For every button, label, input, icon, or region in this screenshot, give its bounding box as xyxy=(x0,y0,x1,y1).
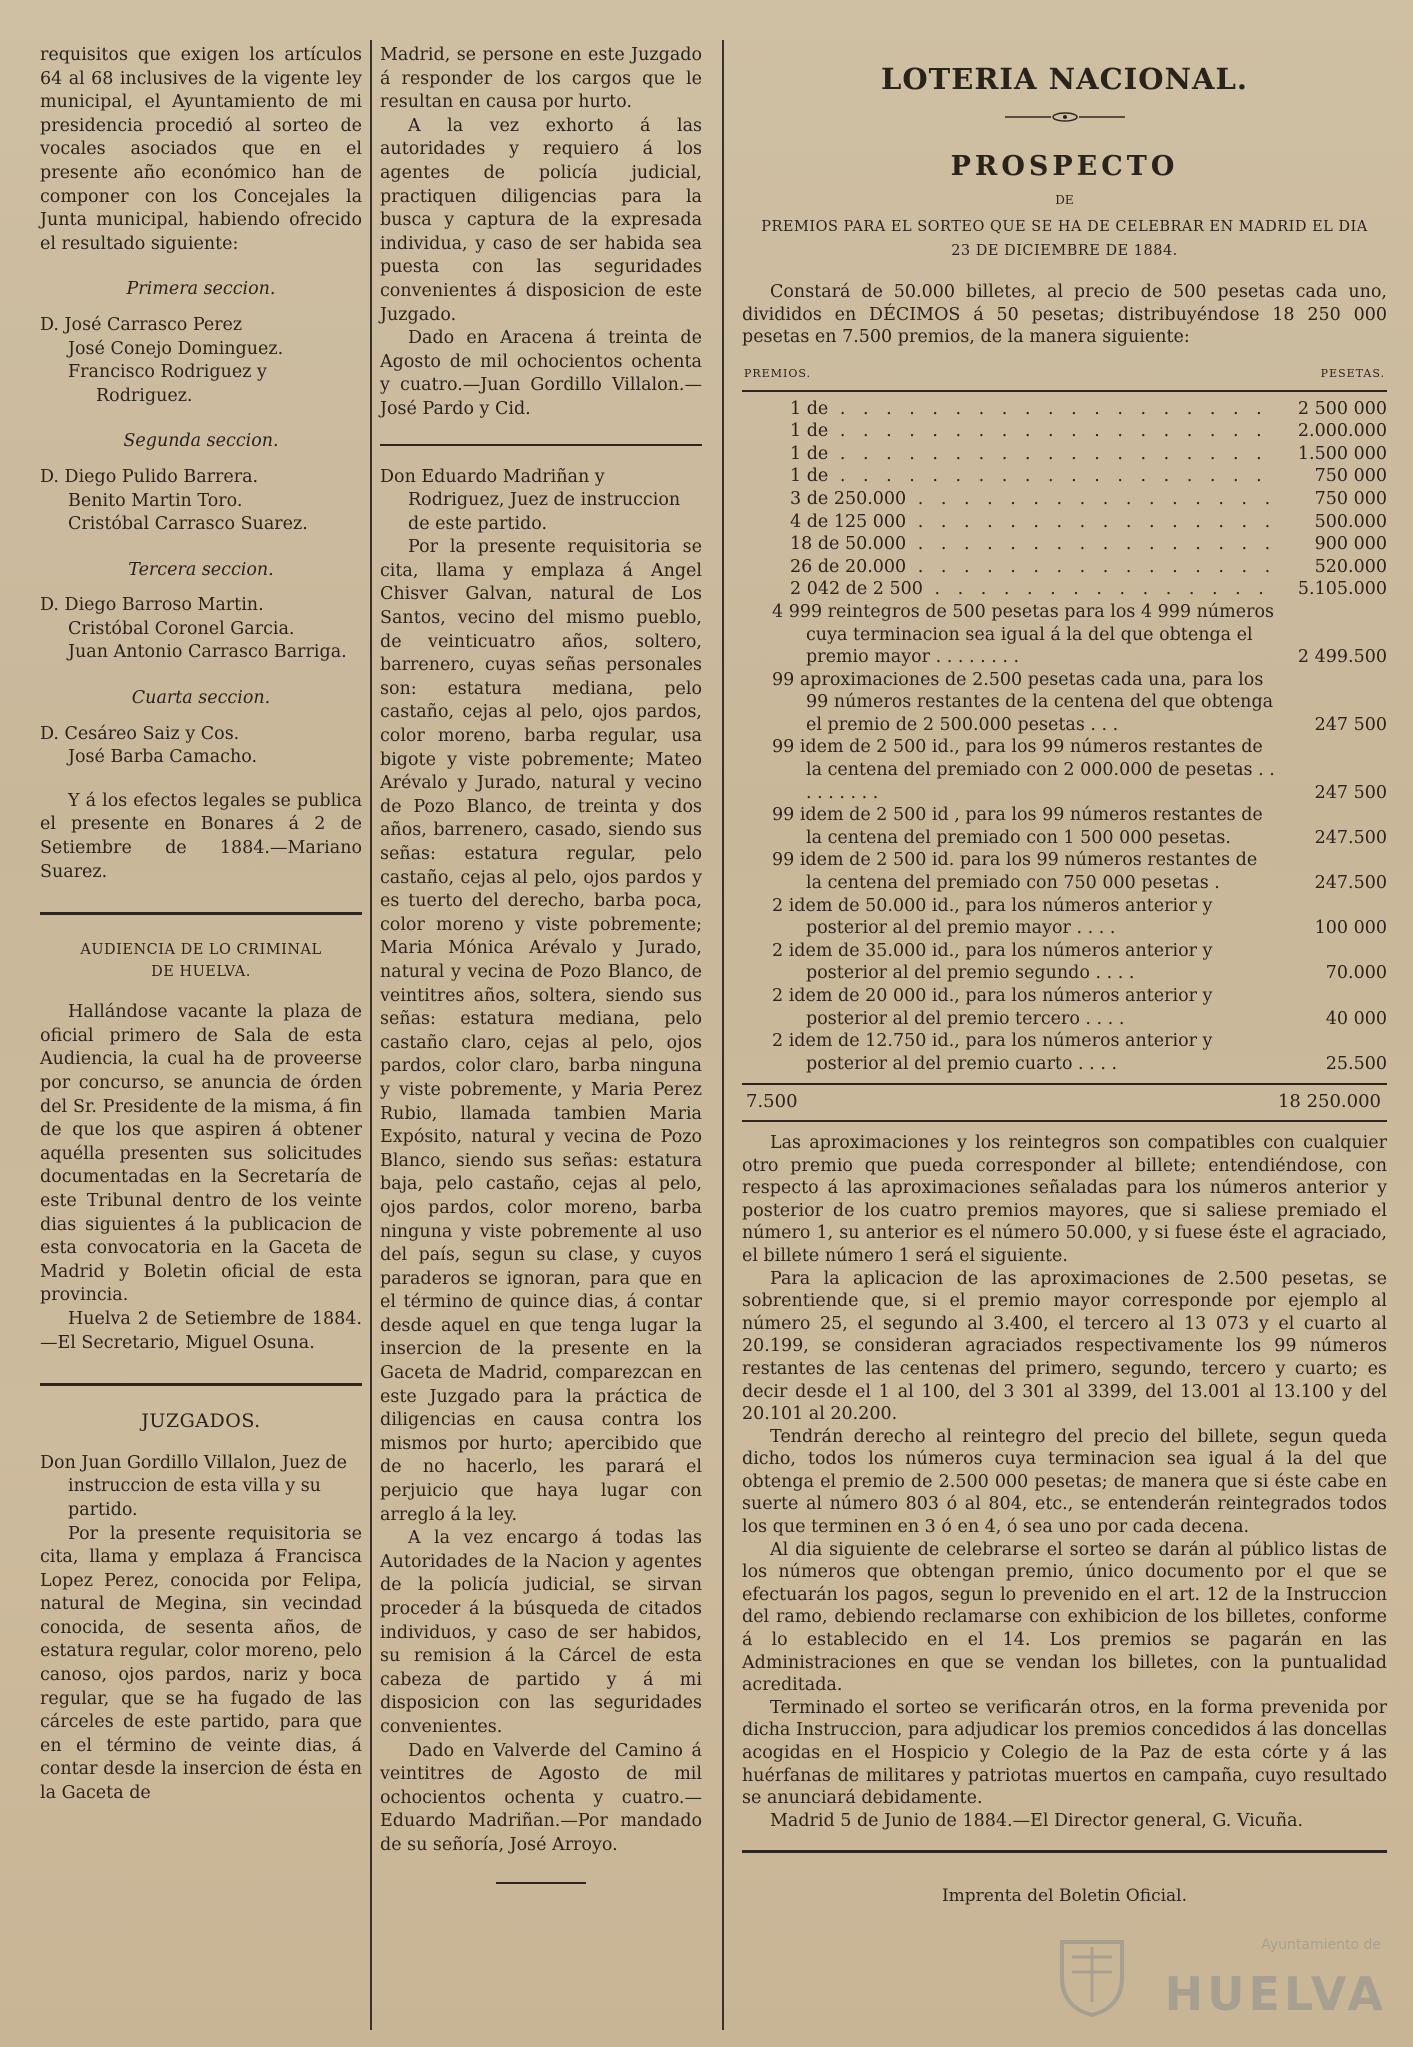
prize-value: 2 500 000 xyxy=(1297,398,1387,419)
prize-label: 2 idem de 20 000 id., para los números anterior y posterior al del premio tercero . . . . xyxy=(772,986,1213,1029)
gordillo-continuation: Madrid, se persone en este Juzgado á responder de los cargos que le resultan en causa por hurto. xyxy=(380,45,702,113)
table-rule xyxy=(742,1120,1387,1122)
madrinan-heading: Don Eduardo Madriñan y Rodriguez, Juez de instruccion de este partido. xyxy=(380,466,681,534)
sorteo-subtitle xyxy=(742,215,1387,263)
madrinan-dado: Dado en Valverde del Camino á veintitres de Agosto de mil ochocientos ochenta y cuatro.—Eduardo Madriñan.—Por mandado de su señoría, José Arroyo. xyxy=(380,1740,702,1855)
prize-row xyxy=(742,736,1387,804)
prize-row xyxy=(742,601,1387,669)
gordillo-heading: Don Juan Gordillo Villalon, Juez de instruccion de esta villa y su partido. xyxy=(40,1452,347,1520)
name: Benito Martin Toro. xyxy=(68,490,243,511)
prize-label: 1 de . . xyxy=(742,420,1275,443)
prize-value: 750 000 xyxy=(1314,488,1387,509)
prize-row xyxy=(742,985,1387,1030)
prize-value: 247.500 xyxy=(1314,827,1387,848)
prize-row xyxy=(742,578,1387,601)
note-aproximaciones: Las aproximaciones y los reintegros son compatibles con cualquier otro premio que pueda corresponder al billete; entendiéndose, con respecto á las aproximaciones señaladas para los números anterior y posterior de los cuatro premios mayores, que si saliese premiado el número 1, su anterior es el número 50.000, y si fuese éste el agraciado, el billete número 1 será el siguiente. xyxy=(742,1132,1387,1266)
name: Cristóbal Coronel Garcia. xyxy=(68,618,295,639)
prize-value: 25.500 xyxy=(1325,1053,1387,1074)
prize-label: 99 aproximaciones de 2.500 pesetas cada una, para los 99 números restantes de la centena del que obtenga el premio de 2 500.000 pesetas . . . xyxy=(772,669,1274,735)
prize-value: 520.000 xyxy=(1314,556,1387,577)
prize-row xyxy=(742,804,1387,849)
prize-value: 247 500 xyxy=(1314,714,1387,735)
prize-label: 1 de . . xyxy=(742,398,1275,421)
prize-row xyxy=(742,895,1387,940)
prize-row xyxy=(742,940,1387,985)
prize-value: 500.000 xyxy=(1314,511,1387,532)
prize-label: 2 idem de 35.000 id., para los números anterior y posterior al del premio segundo . . . . xyxy=(772,940,1213,984)
watermark-small-text: Ayuntamiento de xyxy=(1261,1937,1381,1953)
audiencia-paragraph: Hallándose vacante la plaza de oficial primero de Sala de esta Audiencia, la cual ha de proveerse por concurso, se anuncia de órden del Sr. Presidente de la misma, á fin de que los que aspiren á obtener aquélla presenten sus solicitudes documentadas en la Secretaría de este Tribunal dentro de los veinte dias siguientes á la publicacion de esta convocatoria en la Gaceta de Madrid y Boletin oficial de esta provincia. xyxy=(40,1002,362,1306)
bonares-intro: requisitos que exigen los artículos 64 al 68 inclusives de la vigente ley municipal, el Ayuntamiento de mi presidencia procedió al sorteo de vocales asociados que en el presente año económico han de componer con los Concejales la Junta municipal, habiendo ofrecido el resultado siguiente: xyxy=(40,45,362,254)
note-aplicacion: Para la aplicacion de las aproximaciones de 2.500 pesetas, se sobrentiende que, si el premio mayor corresponde por ejemplo al número 25, el segundo al 3.400, el tercero al 13 073 y el cuarto al 20.199, se consideran agraciados respectivamente los 99 números restantes de las centenas del primero, segundo, tercero y cuarto; es decir desde el 1 al 100, del 3 301 al 3399, del 13.001 al 13.100 y del 20.101 al 20.200. xyxy=(742,1268,1387,1425)
prize-label: 1 de . . xyxy=(742,465,1275,488)
de-label: DE xyxy=(1055,192,1074,207)
prize-totals xyxy=(742,1091,1387,1114)
audiencia-signature: Huelva 2 de Setiembre de 1884.—El Secretario, Miguel Osuna. xyxy=(40,1308,362,1353)
audiencia-heading-line2: DE HUELVA. xyxy=(151,964,251,981)
column-rule-1 xyxy=(370,40,372,2030)
name: D. Cesáreo Saiz y Cos. xyxy=(40,723,240,744)
prize-row xyxy=(742,556,1387,579)
loteria-notes xyxy=(742,1132,1387,1832)
prize-row xyxy=(742,465,1387,488)
prize-value: 900 000 xyxy=(1314,534,1387,555)
section-names-4 xyxy=(40,723,362,770)
audiencia-heading xyxy=(40,939,362,983)
section-title-2: Segunda seccion. xyxy=(123,431,279,452)
column-1 xyxy=(40,44,362,1806)
name: Cristóbal Carrasco Suarez. xyxy=(68,514,308,535)
gordillo-dado: Dado en Aracena á treinta de Agosto de mil ochocientos ochenta y cuatro.—Juan Gordillo Villalon.—José Pardo y Cid. xyxy=(380,328,702,419)
prize-row xyxy=(742,443,1387,466)
prize-value: 100 000 xyxy=(1314,918,1387,939)
note-listas: Al dia siguiente de celebrarse el sorteo se darán al público listas de los números que obtengan premio, único documento por el que se efectuarán los pagos, segun lo prevenido en el art. 12 de la Instruccion del ramo, debiendo reclamarse con exhibicion de los billetes, conforme á lo establecido en el 14. Los premios se pagarán en las Administraciones en que se vendan los billetes, con la puntualidad acreditada. xyxy=(742,1539,1387,1696)
prize-label: 2 idem de 12.750 id., para los números anterior y posterior al del premio cuarto . . . . xyxy=(772,1031,1213,1074)
prize-row xyxy=(742,669,1387,737)
prize-label: 18 de 50.000 . . xyxy=(742,533,1275,556)
name: D. José Carrasco Perez xyxy=(40,314,243,335)
prize-row xyxy=(742,1030,1387,1075)
table-rule xyxy=(742,1083,1387,1085)
gordillo-exhorto: A la vez exhorto á las autoridades y requiero á los agentes de policía judicial, practiquen diligencias para la busca y captura de la expresada individua, y caso de ser habida sea puesta con las seguridades convenientes á disposicion de este Juzgado. xyxy=(380,115,702,325)
prize-label: 1 de . . xyxy=(742,443,1275,466)
loteria-title: LOTERIA NACIONAL. xyxy=(880,62,1248,96)
column-2 xyxy=(380,44,702,1884)
prize-value: 2.000.000 xyxy=(1297,421,1387,442)
note-reintegro: Tendrán derecho al reintegro del precio del billete, segun queda dicho, todos los números cuya terminacion sea igual á la del que obtenga el premio de 2.500 000 pesetas; de manera que si éste cabe en suerte al número 803 ó al 804, etc., se entenderán reintegrados todos los que terminen en 3 ó en 4, ó sea uno por cada decena. xyxy=(742,1426,1387,1538)
prize-table xyxy=(742,398,1387,1076)
archive-watermark xyxy=(1057,1931,1387,2021)
prize-value: 5.105.000 xyxy=(1297,579,1387,600)
prize-value: 2 499.500 xyxy=(1297,647,1387,668)
watermark-word: HUELVA xyxy=(1164,1967,1387,2021)
sorteo-subtitle-line2: 23 DE DICIEMBRE DE 1884. xyxy=(951,243,1178,260)
ornament xyxy=(742,106,1387,129)
prize-value: 247.500 xyxy=(1314,873,1387,894)
bonares-closing: Y á los efectos legales se publica el presente en Bonares á 2 de Setiembre de 1884.—Mariano Suarez. xyxy=(40,790,362,882)
section-title-4: Cuarta seccion. xyxy=(131,688,271,709)
prize-label: 99 idem de 2 500 id , para los 99 números restantes de la centena del premiado con 1 500 000 pesetas. xyxy=(772,805,1263,848)
name: José Conejo Dominguez. xyxy=(68,338,284,359)
juzgados-heading: JUZGADOS. xyxy=(141,1410,261,1433)
prize-row xyxy=(742,398,1387,421)
prize-label: 99 idem de 2 500 id., para los 99 números restantes de la centena del premiado con 2 000.000 de pesetas . . . . . . . . . xyxy=(772,737,1275,803)
prize-row xyxy=(742,849,1387,894)
prize-value: 40 000 xyxy=(1325,1008,1387,1029)
column-rule-2 xyxy=(722,40,724,2030)
section-names-2 xyxy=(40,466,362,537)
section-title-3: Tercera seccion. xyxy=(128,559,274,580)
total-value: 18 250.000 xyxy=(1277,1091,1381,1113)
prize-value: 247 500 xyxy=(1314,782,1387,803)
column-3-loteria xyxy=(742,44,1387,1908)
name: D. Diego Barroso Martin. xyxy=(40,595,264,616)
name: D. Diego Pulido Barrera. xyxy=(40,466,259,487)
loteria-intro: Constará de 50.000 billetes, al precio de 500 pesetas cada uno, divididos en DÉCIMOS á 50 pesetas; distribuyéndose 18 250 000 pesetas en 7.500 premios, de la manera siguiente: xyxy=(742,282,1387,348)
short-divider xyxy=(496,1882,586,1884)
coat-of-arms-icon xyxy=(1057,1937,1127,2017)
prize-label: 26 de 20.000 . . xyxy=(742,556,1275,579)
prize-row xyxy=(742,511,1387,534)
section-names-1 xyxy=(40,314,362,408)
divider xyxy=(380,444,702,446)
prize-label: 3 de 250.000 . . xyxy=(742,488,1275,511)
audiencia-heading-line1: AUDIENCIA DE LO CRIMINAL xyxy=(80,942,322,959)
name: Juan Antonio Carrasco Barriga. xyxy=(68,642,347,663)
note-doncellas: Terminado el sorteo se verificarán otros, en la forma prevenida por dicha Instruccion, para adjudicar los premios concedidos á las doncellas acogidas en el Hospicio y Colegio de la Paz de esta córte y á las huérfanas de militares y patriotas muertos en campaña, cuyo resultado se anunciará debidamente. xyxy=(742,1697,1387,1809)
prize-value: 1.500 000 xyxy=(1297,443,1387,464)
header-pesetas: PESETAS. xyxy=(1320,366,1385,380)
prize-value: 750 000 xyxy=(1314,466,1387,487)
name: José Barba Camacho. xyxy=(68,747,258,768)
prize-row xyxy=(742,420,1387,443)
madrinan-requisitoria: Por la presente requisitoria se cita, llama y emplaza á Angel Chisver Galvan, natural de Los Santos, vecino del mismo pueblo, de veinticuatro años, soltero, barrenero, cuyas señas personales son: estatura mediana, pelo castaño, cejas al pelo, ojos pardos, color moreno, barba regular, usa bigote y viste pobremente; Mateo Arévalo y Jurado, natural y vecino de Pozo Blanco, de treinta y dos años, barrenero, casado, siendo sus señas: estatura regular, pelo castaño, cejas al pelo, ojos pardos y es tuerto del derecho, barba poca, color moreno y viste pobremente; Maria Mónica Arévalo y Jurado, natural y vecina de Pozo Blanco, de veintitres años, soltera, siendo sus señas: estatura mediana, pelo castaño claro, cejas al pelo, ojos pardos, color claro, barba ninguna y viste pobremente, y Maria Perez Rubio, llamada tambien Maria Expósito, natural y vecina de Pozo Blanco, siendo sus señas: estatura baja, pelo castaño, cejas al pelo, ojos pardos, color moreno, barba ninguna y viste pobremente al uso del país, segun su clase, y cuyos paraderos se ignoran, para que en el término de quince dias, á contar desde aquel en que tenga lugar la insercion de la presente en la Gaceta de Madrid, comparezcan en este Juzgado para la práctica de diligencias en causa contra los mismos por hurto; apercibido que de no hacerlo, les parará el perjuicio que haya lugar con arreglo á la ley. xyxy=(380,537,702,1525)
prize-table-header xyxy=(742,363,1387,386)
prize-value: 70.000 xyxy=(1325,963,1387,984)
madrinan-encargo: A la vez encargo á todas las Autoridades de la Nacion y agentes de la policía judicial, se sirvan proceder á la búsqueda de citados individuos, y caso de ser habidos, su remision á la Cárcel de esta cabeza de partido y á mi disposicion con las seguridades convenientes. xyxy=(380,1528,702,1737)
divider xyxy=(742,1850,1387,1853)
name: Francisco Rodriguez y Rodriguez. xyxy=(68,362,267,406)
loteria-signature: Madrid 5 de Junio de 1884.—El Director general, G. Vicuña. xyxy=(770,1810,1304,1831)
divider xyxy=(40,912,362,915)
imprenta-footer: Imprenta del Boletin Oficial. xyxy=(941,1886,1188,1907)
prize-label: 4 de 125 000 . . xyxy=(742,511,1275,534)
header-premios: PREMIOS. xyxy=(744,366,811,380)
prospecto-title: PROSPECTO xyxy=(950,150,1179,182)
section-title-1: Primera seccion. xyxy=(126,279,276,300)
prize-label: 2 idem de 50.000 id., para los números anterior y posterior al del premio mayor . . . . xyxy=(772,895,1213,939)
prize-row xyxy=(742,488,1387,511)
divider xyxy=(40,1383,362,1386)
prize-label: 4 999 reintegros de 500 pesetas para los 4 999 números cuya terminacion sea igual á la del que obtenga el premio mayor . . . . . . . . xyxy=(772,601,1274,668)
ornament-rule-icon xyxy=(1005,112,1125,122)
total-count: 7.500 xyxy=(746,1091,798,1113)
table-rule xyxy=(742,390,1387,392)
section-names-3 xyxy=(40,594,362,665)
sorteo-subtitle-line1: PREMIOS PARA EL SORTEO QUE SE HA DE CELEBRAR EN MADRID EL DIA xyxy=(761,219,1368,236)
prize-label: 99 idem de 2 500 id. para los 99 números restantes de la centena del premiado con 750 000 pesetas . xyxy=(772,850,1258,894)
prize-row xyxy=(742,533,1387,556)
gordillo-requisitoria: Por la presente requisitoria se cita, llama y emplaza á Francisca Lopez Perez, conocida por Felipa, natural de Megina, sin vecindad conocida, de sesenta años, de estatura regular, color moreno, pelo canoso, ojos pardos, nariz y boca regular, que se ha fugado de las cárceles de este partido, para que en el término de veinte dias, á contar desde la insercion de ésta en la Gaceta de xyxy=(40,1523,362,1804)
prize-label: 2 042 de 2 500 . . xyxy=(742,578,1275,601)
